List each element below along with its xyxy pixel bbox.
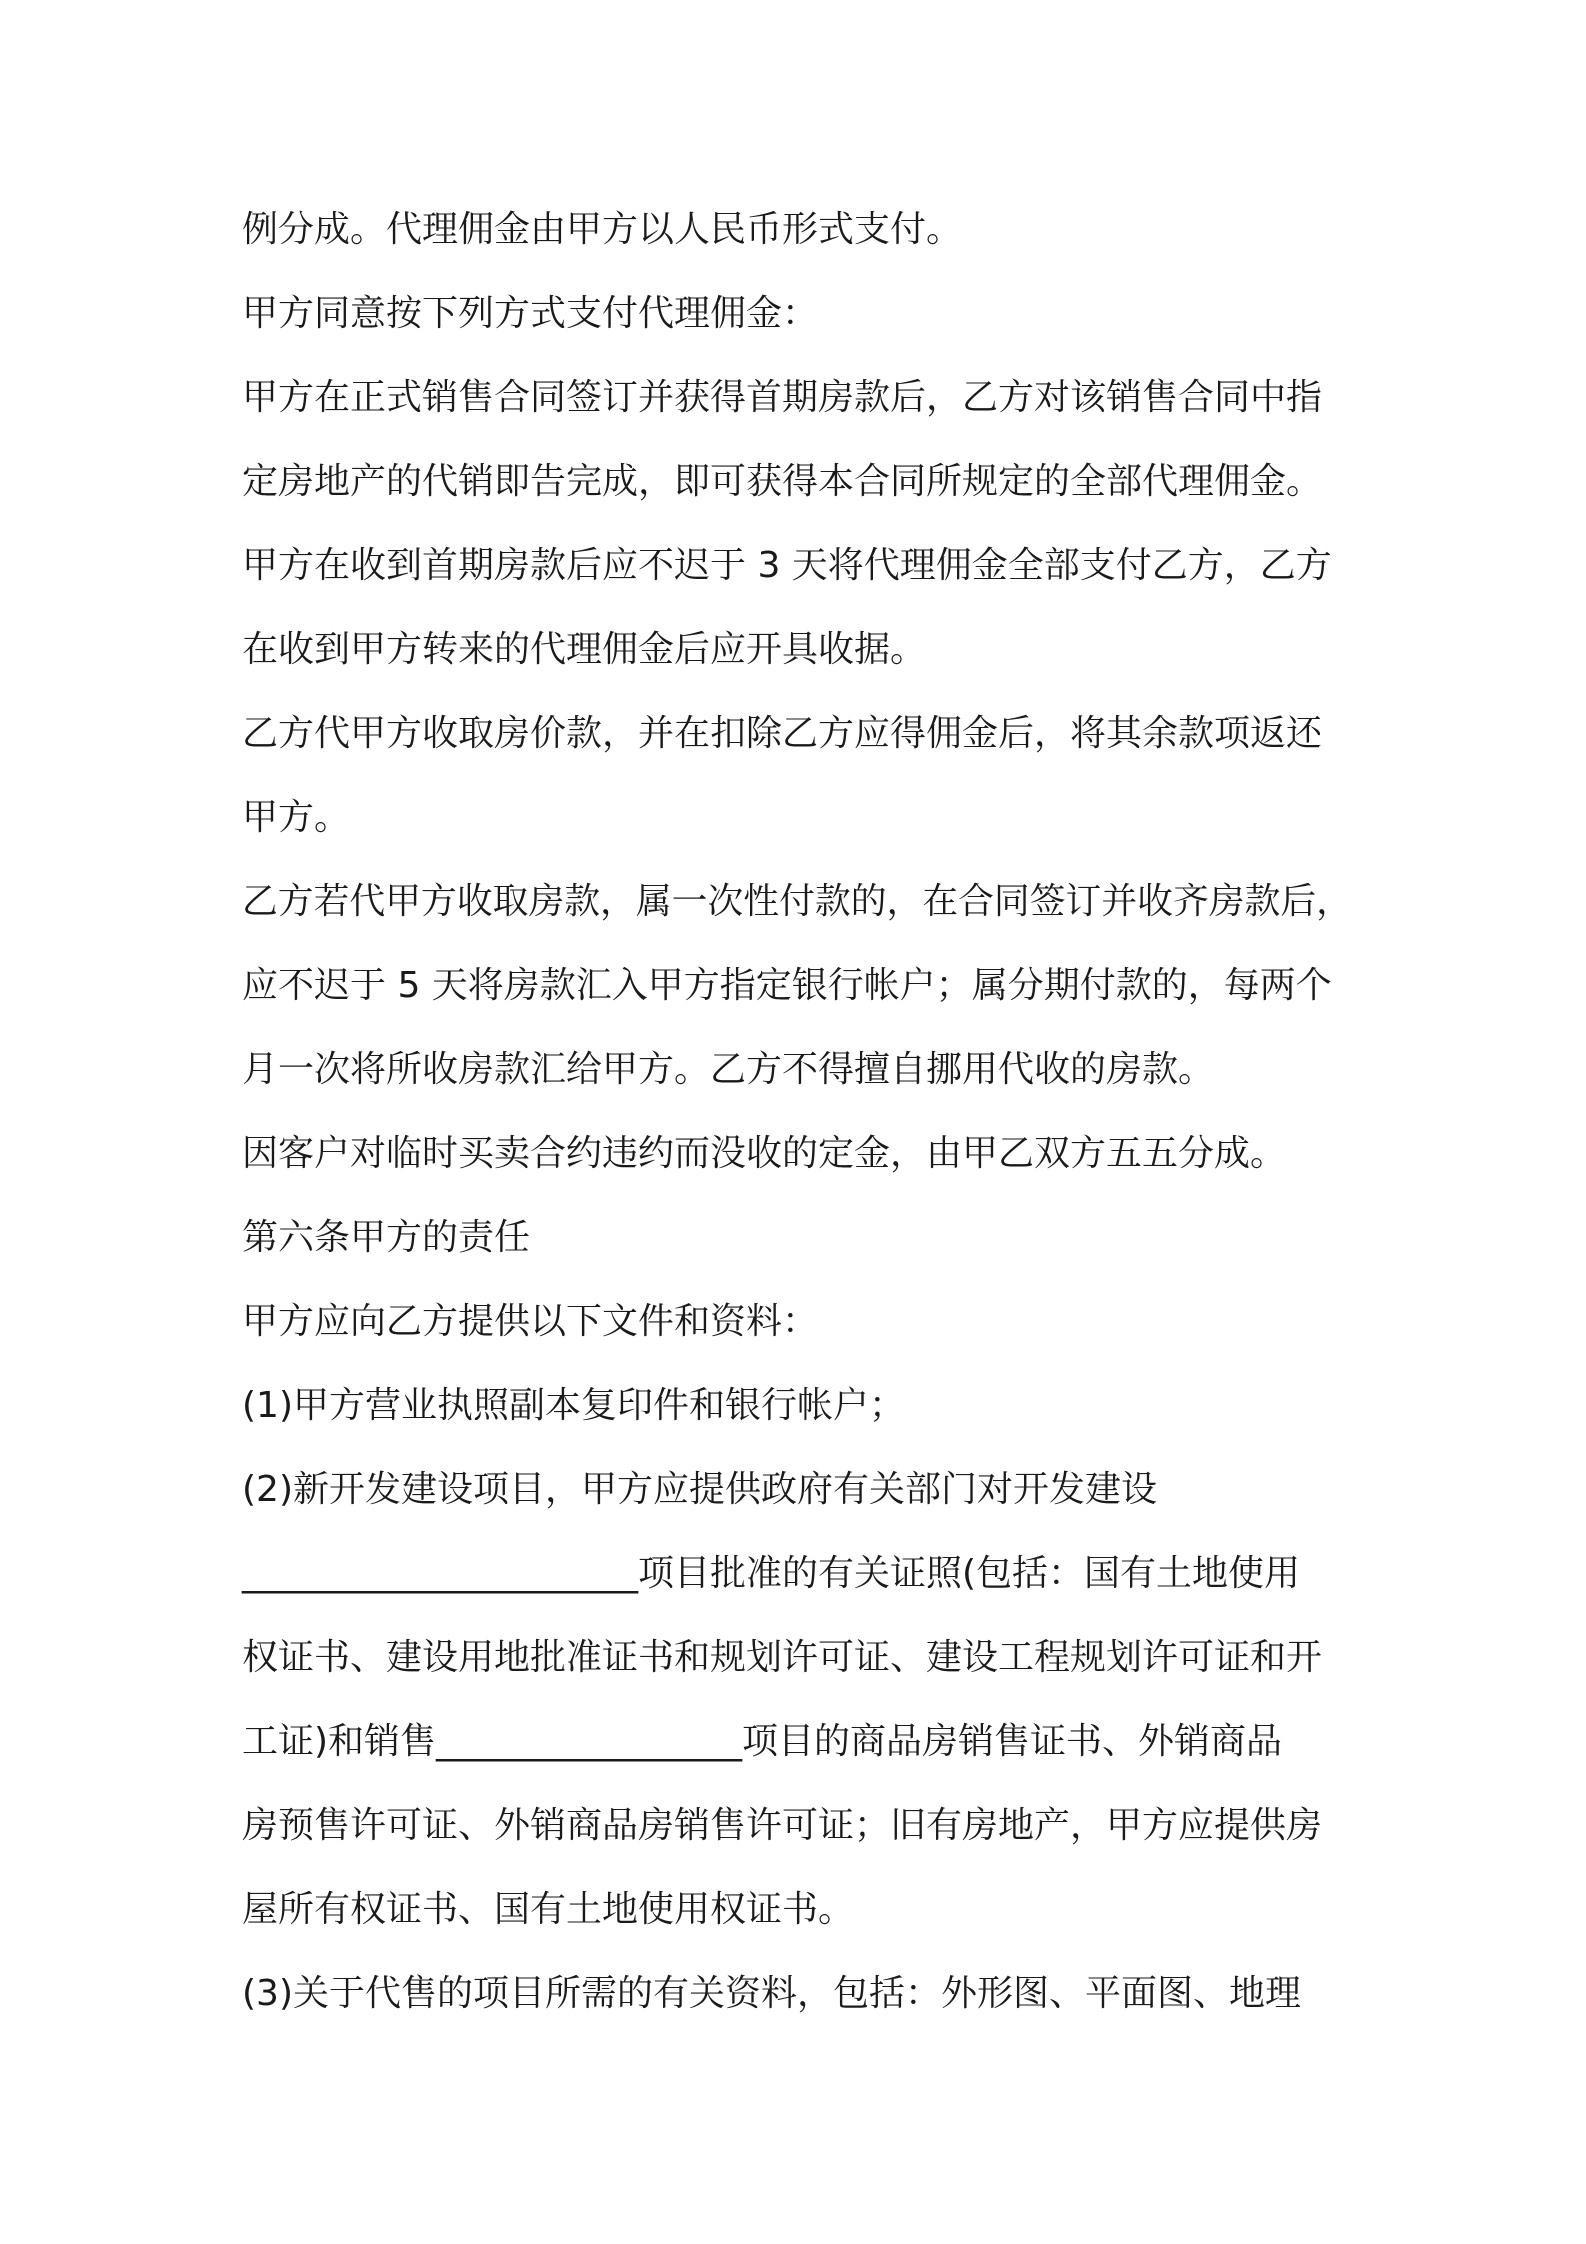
- list-item: (3)关于代售的项目所需的有关资料，包括：外形图、平面图、地理: [242, 1973, 1301, 2014]
- text-line: 甲方在正式销售合同签订并获得首期房款后，乙方对该销售合同中指: [242, 377, 1323, 418]
- text-line: 乙方代甲方收取房价款，并在扣除乙方应得佣金后，将其余款项返还: [242, 713, 1323, 754]
- text-line: 甲方在收到首期房款后应不迟于 3 天将代理佣金全部支付乙方，乙方: [242, 545, 1332, 586]
- list-item: (1)甲方营业执照副本复印件和银行帐户；: [242, 1385, 905, 1426]
- text-line: 工证)和销售_________________项目的商品房销售证书、外销商品: [242, 1721, 1283, 1762]
- text-line: 例分成。代理佣金由甲方以人民币形式支付。: [242, 209, 963, 250]
- text-line: 在收到甲方转来的代理佣金后应开具收据。: [242, 629, 927, 670]
- text-line: 因客户对临时买卖合约违约而没收的定金，由甲乙双方五五分成。: [242, 1133, 1287, 1174]
- text-line: ______________________项目批准的有关证照(包括：国有土地使用: [242, 1553, 1301, 1594]
- text-line: 屋所有权证书、国有土地使用权证书。: [242, 1889, 855, 1930]
- text-line: 月一次将所收房款汇给甲方。乙方不得擅自挪用代收的房款。: [242, 1049, 1215, 1090]
- text-line: 甲方应向乙方提供以下文件和资料：: [242, 1301, 819, 1342]
- text-line: 甲方同意按下列方式支付代理佣金：: [242, 293, 819, 334]
- text-line: 甲方。: [242, 797, 351, 838]
- section-heading: 第六条甲方的责任: [242, 1217, 531, 1258]
- text-line: 房预售许可证、外销商品房销售许可证；旧有房地产，甲方应提供房: [242, 1805, 1323, 1846]
- text-line: 应不迟于 5 天将房款汇入甲方指定银行帐户；属分期付款的，每两个: [242, 965, 1332, 1006]
- text-line: 权证书、建设用地批准证书和规划许可证、建设工程规划许可证和开: [242, 1637, 1323, 1678]
- text-line: 定房地产的代销即告完成，即可获得本合同所规定的全部代理佣金。: [242, 461, 1323, 502]
- text-line: 乙方若代甲方收取房款，属一次性付款的，在合同签订并收齐房款后，: [242, 881, 1352, 922]
- list-item: (2)新开发建设项目，甲方应提供政府有关部门对开发建设: [242, 1469, 1157, 1510]
